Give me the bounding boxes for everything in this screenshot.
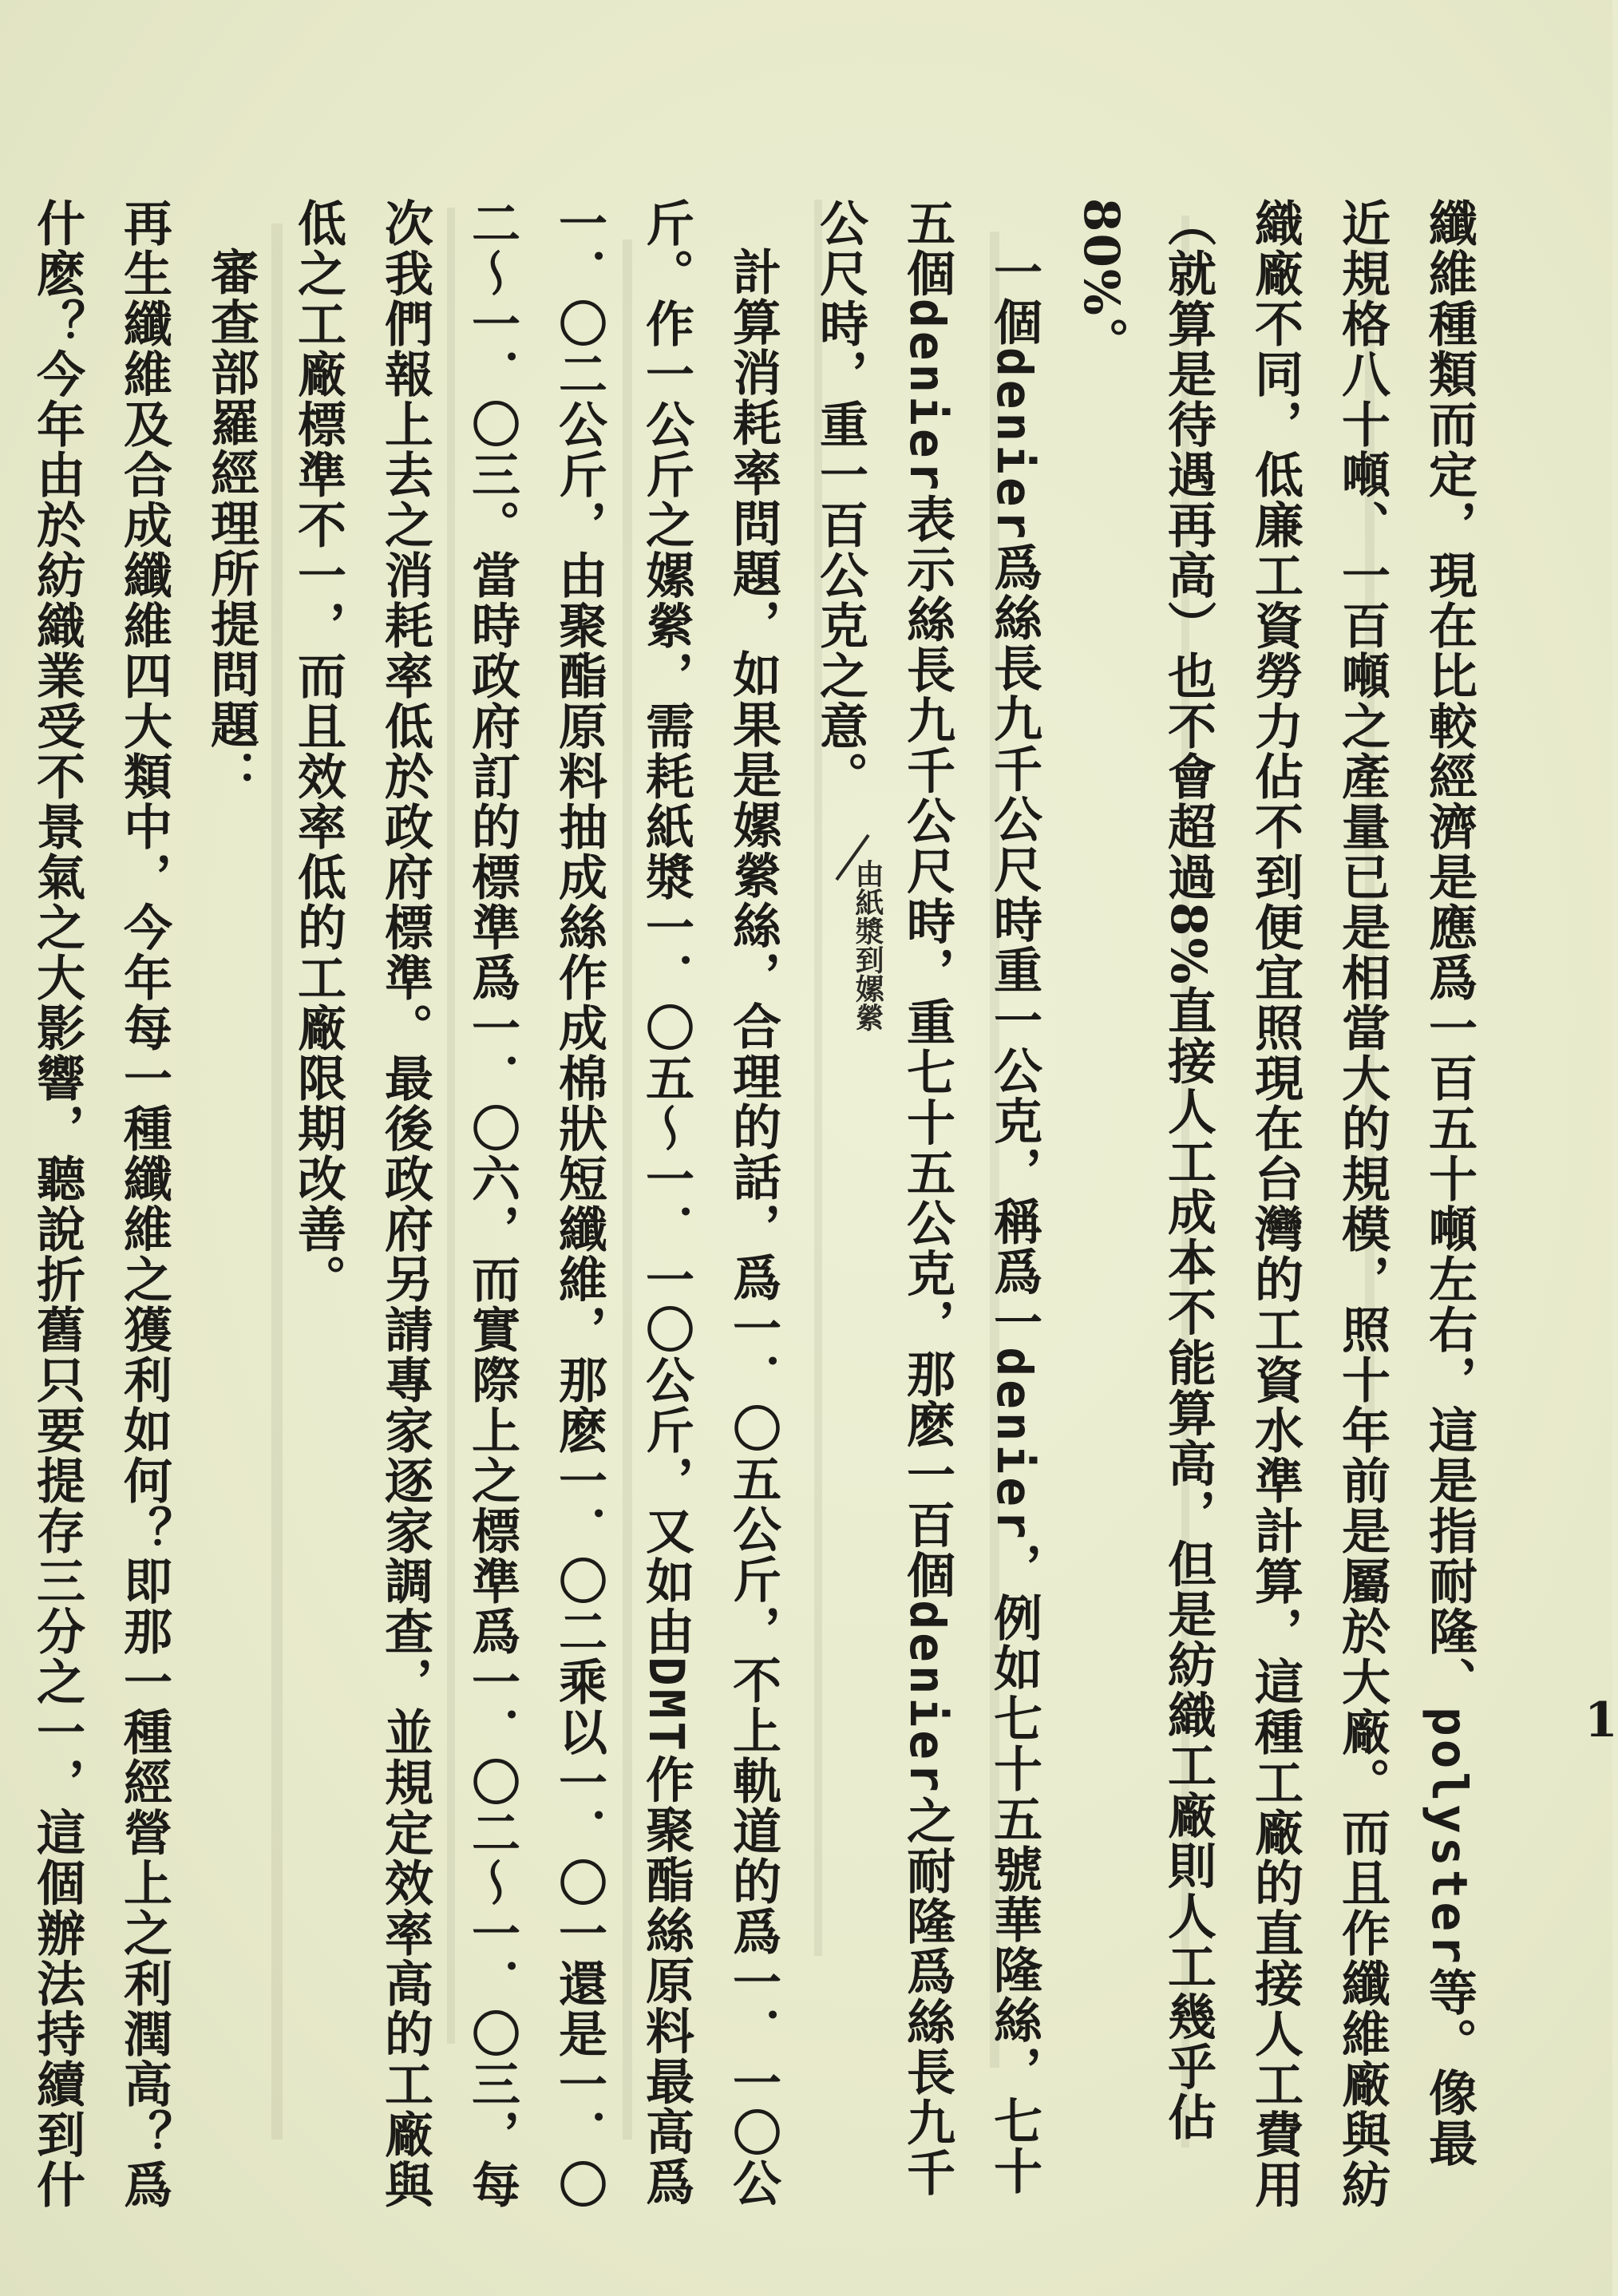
paragraph-1 bbox=[1058, 198, 1493, 2210]
text-segment: 審查部羅經理所提問題： bbox=[203, 247, 259, 800]
page-number: 1 bbox=[1584, 1692, 1618, 1748]
latin-term: denier bbox=[986, 347, 1042, 543]
paragraph-3 bbox=[275, 198, 797, 2210]
body-text bbox=[0, 198, 1493, 2210]
text-segment: ，例如七十五號華隆絲，七十五個 bbox=[899, 198, 1042, 2196]
text-segment: 爲絲長九千公尺時重一公克，稱爲一 bbox=[986, 542, 1042, 1348]
paragraph-4 bbox=[188, 198, 275, 2210]
paragraph-2 bbox=[797, 198, 1058, 2210]
latin-term: denier bbox=[986, 1347, 1042, 1542]
latin-term: denier bbox=[899, 1600, 955, 1795]
text-segment: 作聚酯絲原料最高爲一．〇二公斤，由聚酯原料抽成絲作成棉狀短纖維，那麽一．〇二乘以一．〇一還是一．〇二～一．〇三。當時政府訂的標準爲一．〇六，而實際上之標準爲一．〇二～一．〇三，每次我們報上去之消耗率低於政府標準。最後政府另請專家逐家調查，並規定效率高的工廠與低之工廠標準不一，而且效率低的工廠限期改善。 bbox=[290, 198, 694, 2210]
handwritten-margin-note: 由紙漿到嫘縈 bbox=[851, 859, 884, 1031]
text-segment: 之耐隆爲絲長九千公尺時，重一百公克之意。 bbox=[812, 198, 955, 2198]
latin-term: DMT bbox=[638, 1657, 694, 1755]
text-segment: 纖維種類而定，現在比較經濟是應爲一百五十噸左右，這是指耐隆、 bbox=[1421, 198, 1478, 1707]
text-segment: 等。像最近規格八十噸、一百噸之產量已是相當大的規模，照十年前是屬於大廠。而且作纖維廠與紡織廠不同，低廉工資勞力佔不到便宜照現在台灣的工資水準計算，這種工廠的直接人工費用（就算是待遇再高）也不會超過8%直接人工成本不能算高，但是紡織工廠則人工幾乎佔80%。 bbox=[1073, 198, 1478, 2210]
paragraph-5 bbox=[0, 198, 188, 2210]
latin-term: polyster bbox=[1421, 1707, 1478, 1967]
text-segment: 計算消耗率問題，如果是嫘縈絲，合理的話，爲一．〇五公斤，不上軌道的爲一．一〇公斤。作一公斤之嫘縈，需耗紙漿一．〇五～一．一〇公斤，又如由 bbox=[638, 198, 781, 2208]
text-segment: 再生纖維及合成纖維四大類中，今年每一種纖維之獲利如何？即那一種經營上之利潤高？爲什麽？今年由於紡織業受不景氣之大影響，聽說折舊只要提存三分之一，這個辦法持續到什 bbox=[29, 198, 172, 2210]
latin-term: denier bbox=[899, 299, 955, 494]
text-segment: 一個 bbox=[986, 247, 1042, 347]
text-segment: 表示絲長九千公尺時，重七十五公克，那麽一百個 bbox=[899, 493, 955, 1601]
